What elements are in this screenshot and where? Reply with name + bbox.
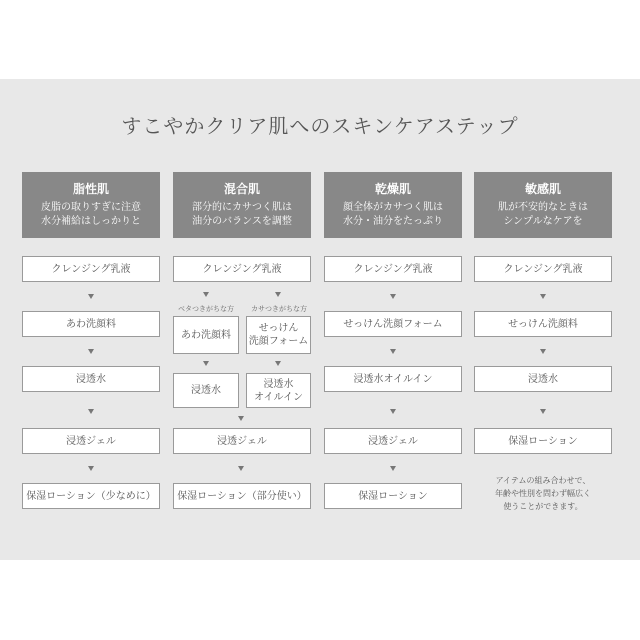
arrow-down-icon — [88, 294, 94, 299]
arrow-down-icon — [540, 409, 546, 414]
arrow-down-icon — [275, 292, 281, 297]
dry-step-2: せっけん洗顔フォーム — [324, 311, 462, 337]
sensitive-note-line-1: アイテムの組み合わせで、 — [495, 476, 591, 485]
sensitive-note-line-3: 使うことができます。 — [503, 502, 583, 511]
oily-step-3: 浸透水 — [22, 366, 160, 392]
combination-step-1: クレンジング乳液 — [173, 256, 311, 282]
arrow-down-icon — [390, 466, 396, 471]
sensitive-step-2: せっけん洗顔料 — [474, 311, 612, 337]
combination-right-step-1-line-1: せっけん — [258, 323, 299, 334]
combination-right-step-2-line-2: オイルイン — [254, 391, 303, 403]
dry-step-5: 保湿ローション — [324, 483, 462, 509]
diagram-title: すこやかクリア肌へのスキンケアステップ — [121, 114, 519, 138]
header-dry-desc-2: 水分・油分をたっぷり — [343, 216, 443, 227]
oily-step-2: あわ洗顔料 — [22, 311, 160, 337]
combination-right-step-2-line-1: 浸透水 — [263, 378, 294, 390]
arrow-down-icon — [390, 294, 396, 299]
header-combination-name: 混合肌 — [223, 182, 260, 196]
split-label-oily-areas: ベタつきがちな方 — [178, 305, 234, 313]
arrow-down-icon — [203, 361, 209, 366]
arrow-down-icon — [390, 349, 396, 354]
arrow-down-icon — [88, 349, 94, 354]
combination-right-step-1 — [246, 316, 311, 354]
header-dry — [324, 172, 462, 238]
header-dry-name: 乾燥肌 — [374, 182, 411, 196]
arrow-down-icon — [203, 292, 209, 297]
arrow-down-icon — [88, 409, 94, 414]
arrow-down-icon — [238, 466, 244, 471]
header-oily-name: 脂性肌 — [72, 182, 109, 196]
oily-step-1: クレンジング乳液 — [22, 256, 160, 282]
dry-step-1: クレンジング乳液 — [324, 256, 462, 282]
sensitive-step-3: 浸透水 — [474, 366, 612, 392]
sensitive-note — [474, 474, 612, 513]
oily-step-5: 保湿ローション（少なめに） — [22, 483, 160, 509]
header-sensitive-name: 敏感肌 — [524, 182, 561, 196]
arrow-down-icon — [88, 466, 94, 471]
header-combination-desc-1: 部分的にカサつく肌は — [192, 202, 292, 213]
oily-step-4: 浸透ジェル — [22, 428, 160, 454]
header-combination-desc-2: 油分のバランスを調整 — [192, 216, 292, 227]
header-dry-desc-1: 顔全体がカサつく肌は — [343, 202, 443, 213]
combination-right-step-1-line-2: 洗顔フォーム — [248, 336, 309, 347]
arrow-down-icon — [238, 416, 244, 421]
header-oily — [22, 172, 160, 238]
header-sensitive-desc-2: シンプルなケアを — [503, 216, 583, 227]
header-sensitive-desc-1: 肌が不安的なときは — [498, 202, 588, 213]
dry-step-3: 浸透水オイルイン — [324, 366, 462, 392]
split-label-dry-areas: カサつきがちな方 — [251, 305, 307, 313]
sensitive-step-4: 保湿ローション — [474, 428, 612, 454]
header-oily-desc-1: 皮脂の取りすぎに注意 — [41, 202, 141, 213]
dry-step-4: 浸透ジェル — [324, 428, 462, 454]
combination-left-step-2: 浸透水 — [173, 373, 239, 408]
arrow-down-icon — [275, 361, 281, 366]
combination-step-3: 保湿ローション（部分使い） — [173, 483, 311, 509]
header-combination — [173, 172, 311, 238]
combination-step-2: 浸透ジェル — [173, 428, 311, 454]
sensitive-step-1: クレンジング乳液 — [474, 256, 612, 282]
header-sensitive — [474, 172, 612, 238]
arrow-down-icon — [390, 409, 396, 414]
combination-left-step-1: あわ洗顔料 — [173, 316, 239, 354]
combination-right-step-2 — [246, 373, 311, 408]
header-oily-desc-2: 水分補給はしっかりと — [41, 216, 141, 227]
arrow-down-icon — [540, 349, 546, 354]
sensitive-note-line-2: 年齢や性別を問わず幅広く — [495, 489, 591, 498]
arrow-down-icon — [540, 294, 546, 299]
